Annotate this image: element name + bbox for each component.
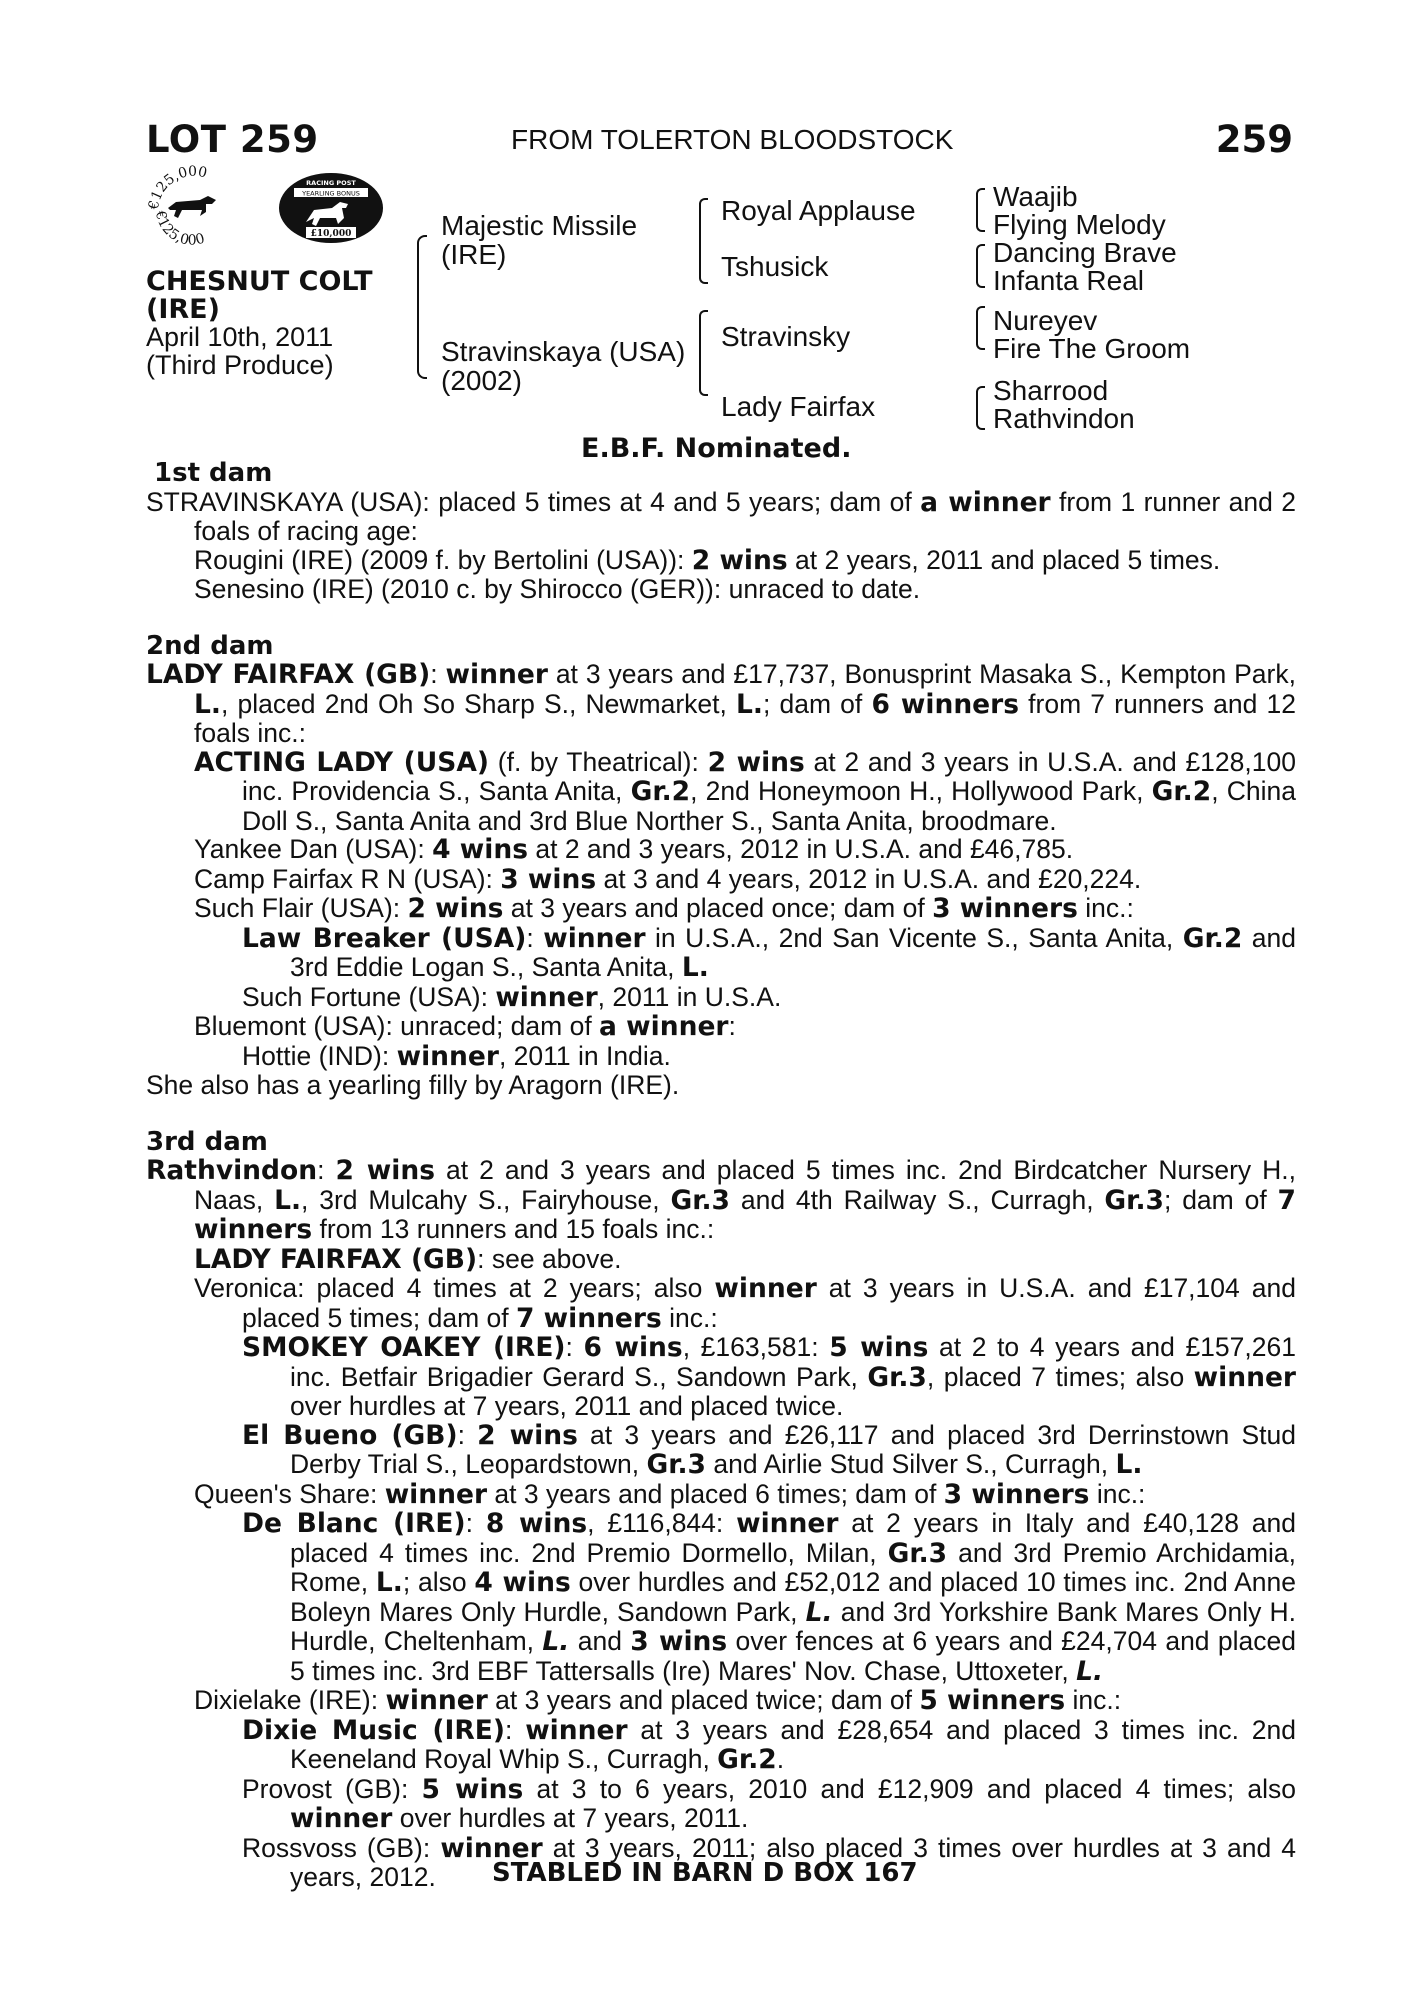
badge-text-middle: YEARLING BONUS bbox=[302, 189, 360, 198]
produce-record: Veronica: placed 4 times at 2 years; also winner at 3 years in U.S.A. and £17,104 and placed 5 times; dam of 7 winners inc.: bbox=[194, 1273, 1296, 1334]
produce-record: Rossvoss (GB): winner at 3 years, 2011; also placed 3 times over hurdles at 3 and 4 years, 2012. bbox=[242, 1832, 1297, 1892]
horse-country: (IRE) bbox=[146, 294, 220, 325]
produce-record: Such Fortune (USA): winner, 2011 in U.S.A. bbox=[242, 981, 782, 1013]
lot-number: 259 bbox=[1215, 118, 1293, 161]
stamp-text-top: €125,000 bbox=[146, 163, 209, 211]
produce-record: Queen's Share: winner at 3 years and placed 6 times; dam of 3 winners inc.: bbox=[194, 1478, 1146, 1510]
pedigree-sire: Majestic Missile bbox=[441, 210, 638, 241]
produce-note: (Third Produce) bbox=[146, 350, 334, 380]
produce-record: Law Breaker (USA): winner in U.S.A., 2nd San Vicente S., Santa Anita, Gr.2 and 3rd Eddie Logan S., Santa Anita, L. bbox=[242, 922, 1296, 983]
pedigree-g3: Infanta Real bbox=[993, 265, 1144, 296]
section-heading-3rd-dam: 3rd dam bbox=[146, 1126, 268, 1157]
section-heading-1st-dam: 1st dam bbox=[154, 458, 273, 488]
section-heading-2nd-dam: 2nd dam bbox=[146, 630, 274, 661]
pedigree-dam-year: (2002) bbox=[441, 365, 522, 396]
produce-record: Senesino (IRE) (2010 c. by Shirocco (GER)): unraced to date. bbox=[194, 574, 921, 604]
brace-g3-3 bbox=[976, 306, 985, 350]
produce-record: El Bueno (GB): 2 wins at 3 years and £26,117 and placed 3rd Derrinstown Stud Derby Trial S., Leopardstown, Gr.3 and Airlie Stud Silver S., Curragh, L. bbox=[242, 1419, 1296, 1480]
pedigree-g3: Rathvindon bbox=[993, 403, 1135, 434]
brace-sire-dam bbox=[417, 235, 427, 379]
brace-dam-line bbox=[699, 310, 708, 396]
yearling-bonus-badge-icon bbox=[276, 170, 386, 246]
pedigree-g3: Nureyev bbox=[993, 305, 1098, 336]
produce-record: Provost (GB): 5 wins at 3 to 6 years, 2010 and £12,909 and placed 4 times; also winner over hurdles at 7 years, 2011. bbox=[242, 1773, 1296, 1834]
dam-record: STRAVINSKAYA (USA): placed 5 times at 4 and 5 years; dam of a winner from 1 runner and 2 foals of racing age: bbox=[146, 486, 1296, 546]
foaled-date: April 10th, 2011 bbox=[146, 322, 334, 352]
pedigree-dam-dam: Lady Fairfax bbox=[721, 391, 876, 422]
vendor-name: FROM TOLERTON BLOODSTOCK bbox=[511, 124, 954, 155]
stamp-text-bottom: €125,000 bbox=[151, 209, 207, 249]
dam-record: LADY FAIRFAX (GB): winner at 3 years and £17,737, Bonusprint Masaka S., Kempton Park, L., placed 2nd Oh So Sharp S., Newmarket, L.; dam of 6 winners from 7 runners and 12 foals inc.: bbox=[146, 659, 1297, 748]
produce-record: Dixie Music (IRE): winner at 3 years and £28,654 and placed 3 times inc. 2nd Keeneland Royal Whip S., Curragh, Gr.2. bbox=[242, 1714, 1296, 1775]
lot-label: LOT 259 bbox=[146, 118, 319, 161]
pedigree-sire-sire: Royal Applause bbox=[721, 195, 916, 226]
ebf-nominated: E.B.F. Nominated. bbox=[581, 433, 852, 464]
catalogue-body bbox=[146, 459, 1296, 1892]
produce-record: De Blanc (IRE): 8 wins, £116,844: winner at 2 years in Italy and £40,128 and placed 4 times inc. 2nd Premio Dormello, Milan, Gr.3 and 3rd Premio Archidamia, Rome, L.; also 4 wins over hurdles and £52,012 and placed 10 times inc. 2nd Anne Boleyn Mares Only Hurdle, Sandown Park, L. and 3rd Yorkshire Bank Mares Only H. Hurdle, Cheltenham, L. and 3 wins over fences at 6 years and £24,704 and placed 5 times inc. 3rd EBF Tattersalls (Ire) Mares' Nov. Chase, Uttoxeter, L. bbox=[242, 1508, 1297, 1687]
pedigree-sire-dam: Tshusick bbox=[721, 251, 829, 282]
pedigree-g3: Fire The Groom bbox=[993, 333, 1191, 364]
produce-record: Rougini (IRE) (2009 f. by Bertolini (USA)): 2 wins at 2 years, 2011 and placed 5 times. bbox=[194, 544, 1221, 576]
pedigree-g3: Flying Melody bbox=[993, 209, 1166, 240]
pedigree-sire-country: (IRE) bbox=[441, 239, 507, 270]
produce-record: Such Flair (USA): 2 wins at 3 years and placed once; dam of 3 winners inc.: bbox=[194, 893, 1134, 924]
stabling-info: STABLED IN BARN D BOX 167 bbox=[492, 1858, 918, 1888]
pedigree-g3: Sharrood bbox=[993, 375, 1109, 406]
produce-record: Hottie (IND): winner, 2011 in India. bbox=[242, 1040, 671, 1072]
produce-record: SMOKEY OAKEY (IRE): 6 wins, £163,581: 5 wins at 2 to 4 years and £157,261 inc. Betfair Brigadier Gerard S., Sandown Park, Gr.3, placed 7 times; also winner over hurdles at 7 years, 2011 and placed twice. bbox=[242, 1332, 1296, 1421]
produce-record: Dixielake (IRE): winner at 3 years and placed twice; dam of 5 winners inc.: bbox=[194, 1685, 1122, 1716]
brace-g3-4 bbox=[976, 386, 985, 430]
produce-record: Bluemont (USA): unraced; dam of a winner: bbox=[194, 1011, 736, 1042]
pedigree-dam: Stravinskaya (USA) bbox=[441, 336, 686, 367]
produce-record: Yankee Dan (USA): 4 wins at 2 and 3 years, 2012 in U.S.A. and £46,785. bbox=[194, 834, 1074, 865]
brace-g3-1 bbox=[976, 188, 985, 232]
produce-record: ACTING LADY (USA) (f. by Theatrical): 2 wins at 2 and 3 years in U.S.A. and £128,100 inc. Providencia S., Santa Anita, Gr.2, 2nd Honeymoon H., Hollywood Park, Gr.2, China Doll S., Santa Anita and 3rd Blue Norther S., Santa Anita, broodmare. bbox=[194, 746, 1296, 836]
badge-text-top: RACING POST bbox=[306, 179, 356, 187]
pedigree-g3: Dancing Brave bbox=[993, 237, 1177, 268]
produce-record: Camp Fairfax R N (USA): 3 wins at 3 and 4 years, 2012 in U.S.A. and £20,224. bbox=[194, 863, 1142, 895]
price-stamp-icon bbox=[146, 160, 238, 252]
produce-note: She also has a yearling filly by Aragorn (IRE). bbox=[146, 1070, 680, 1100]
horse-name: CHESNUT COLT bbox=[146, 266, 373, 297]
pedigree-dam-sire: Stravinsky bbox=[721, 321, 851, 352]
brace-g3-2 bbox=[976, 244, 985, 288]
dam-record: Rathvindon: 2 wins at 2 and 3 years and placed 5 times inc. 2nd Birdcatcher Nursery H., Naas, L., 3rd Mulcahy S., Fairyhouse, Gr.3 and 4th Railway S., Curragh, Gr.3; dam of 7 winners from 13 runners and 15 foals inc.: bbox=[146, 1155, 1296, 1245]
produce-record: LADY FAIRFAX (GB): see above. bbox=[194, 1243, 622, 1275]
brace-sire-line bbox=[699, 198, 708, 284]
pedigree-g3: Waajib bbox=[993, 181, 1078, 212]
badge-amount: £10,000 bbox=[310, 229, 352, 239]
